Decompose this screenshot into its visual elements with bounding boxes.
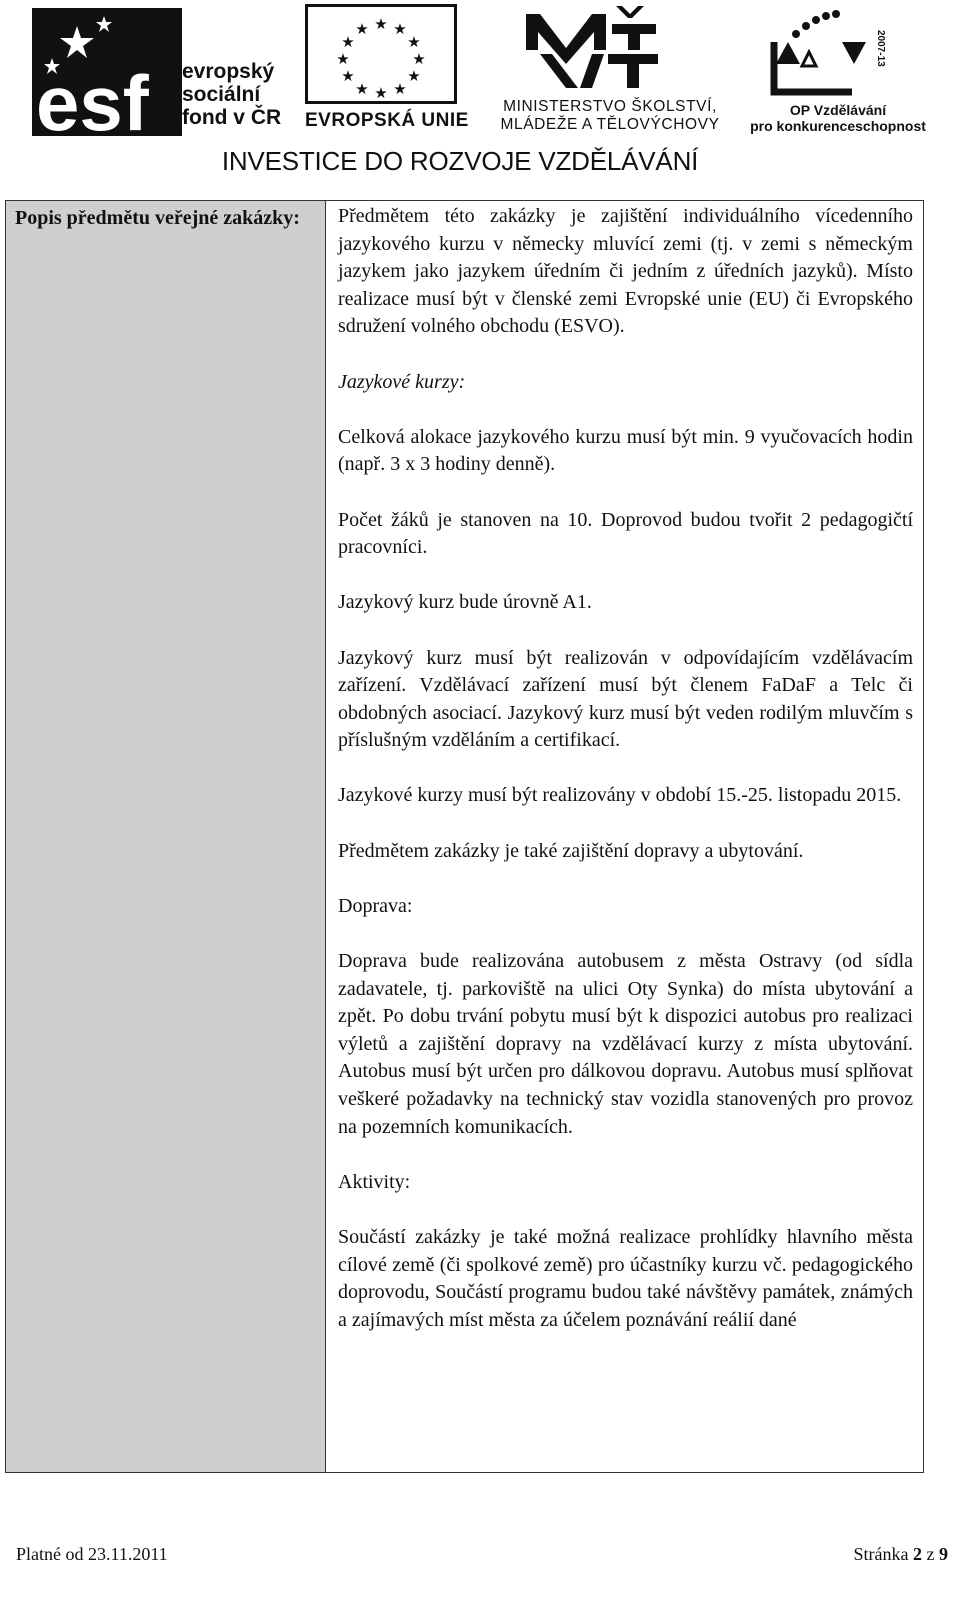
content-paragraph: Aktivity: (338, 1170, 411, 1193)
svg-text:esf: esf (36, 59, 149, 136)
esf-logo-mark (32, 8, 182, 136)
svg-text:★: ★ (374, 15, 388, 33)
svg-text:★: ★ (341, 33, 355, 51)
logo-header (0, 0, 960, 190)
content-paragraph: Jazykový kurz bude úrovně A1. (338, 591, 592, 614)
esf-logo (32, 8, 302, 136)
msmt-logo-mark (526, 4, 666, 92)
svg-text:★: ★ (407, 33, 421, 51)
eu-flag-frame (305, 4, 457, 104)
page-number: Stránka 2 z 9 (853, 1544, 948, 1564)
content-paragraph: Doprava: (338, 894, 413, 917)
content-paragraph: Součástí zakázky je také možná realizace prohlídky hlavního města cílové země (či spolkové země) pro účastníky kurzu vč. pedagogického doprovodu, Součástí programu budou také návštěvy památek, známých a zajímavých míst města za účelem poznávání reálií dané (338, 1225, 913, 1331)
svg-text:★: ★ (355, 80, 369, 98)
svg-text:★: ★ (336, 50, 350, 68)
content-paragraph: Doprava bude realizována autobusem z města Ostravy (od sídla zadavatele, tj. parkoviště na ulici Oty Synka) do místa ubytování a zpět. Po dobu trvání pobytu musí být k dispozici autobus pro realizaci výletů a zajištění dopravy na vzdělávací kurzy z místa ubytování. Autobus musí být určen pro dálkovou dopravu. Autobus musí splňovat veškeré požadavky na technický stav vozidla stanovených pro provoz na pozemních komunikacích. (338, 950, 913, 1138)
content-paragraph: Počet žáků je stanoven na 10. Doprovod budou tvořit 2 pedagogičtí pracovníci. (338, 508, 913, 559)
svg-text:★: ★ (374, 84, 388, 101)
content-paragraph: Celková alokace jazykového kurzu musí být min. 9 vyučovacích hodin (např. 3 x 3 hodiny denně). (338, 425, 913, 476)
label-text: Popis předmětu veřejné zakázky: (15, 207, 300, 229)
content-paragraph: Jazykový kurz musí být realizován v odpovídajícím vzdělávacím zařízení. Vzdělávací zařízení musí být členem FaDaF a Telc či obdobných asociací. Jazykový kurz musí být veden rodilým mluvčím s příslušným vzděláním a certifikací. (338, 646, 913, 752)
label-cell (6, 201, 326, 1472)
description-table (5, 200, 924, 1473)
svg-text:★: ★ (407, 67, 421, 85)
content-paragraph: Jazykové kurzy musí být realizovány v období 15.-25. listopadu 2015. (338, 784, 902, 807)
msmt-logo-text: MINISTERSTVO ŠKOLSTVÍ, MLÁDEŽE A TĚLOVÝCHOVY (500, 98, 720, 133)
eu-stars-icon (308, 7, 454, 101)
svg-text:★: ★ (341, 67, 355, 85)
op-vk-logo-mark (766, 6, 876, 100)
eu-logo-text: EVROPSKÁ UNIE (305, 110, 469, 131)
content-paragraph: Jazykové kurzy: (338, 370, 466, 393)
content-text (326, 201, 923, 1334)
eu-logo (305, 4, 469, 134)
op-vk-logo-text: OP Vzdělávání pro konkurenceschopnost (750, 102, 926, 134)
op-vk-logo-year: 2007-13 (875, 30, 886, 67)
slogan: INVESTICE DO ROZVOJE VZDĚLÁVÁNÍ (221, 146, 699, 176)
content-paragraph: Předmětem zakázky je také zajištění dopravy a ubytování. (338, 839, 804, 862)
svg-text:★: ★ (412, 50, 426, 68)
svg-text:★: ★ (355, 20, 369, 38)
svg-text:★: ★ (393, 80, 407, 98)
esf-logo-text: evropský sociální fond v ČR (182, 60, 282, 129)
valid-from-text: Platné od 23.11.2011 (16, 1544, 168, 1564)
content-cell (326, 201, 923, 1472)
svg-text:★: ★ (393, 20, 407, 38)
op-vk-logo (750, 6, 926, 136)
msmt-logo (470, 4, 750, 134)
content-paragraph: Předmětem této zakázky je zajištění individuálního vícedenního jazykového kurzu v německy mluvící zemi (tj. v zemi s německým jazykem jako jazykem úředním či jedním z úředních jazyků). Místo realizace musí být v členské zemi Evropské unie (EU) či Evropského sdružení volného obchodu (ESVO). (338, 205, 913, 338)
